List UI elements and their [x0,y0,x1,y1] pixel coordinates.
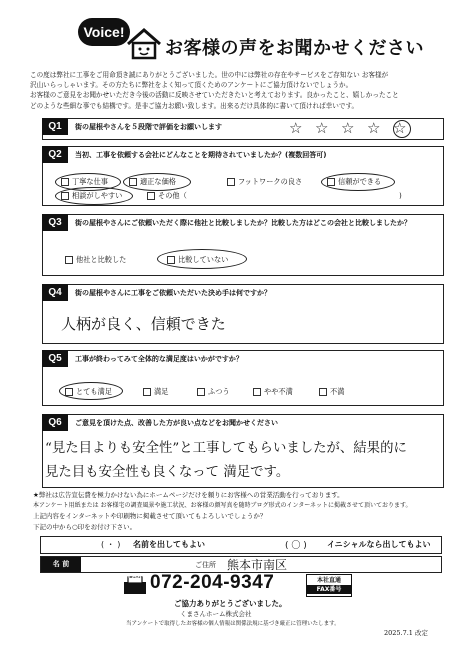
name-address-row [40,556,442,573]
option-label: 適正な価格 [140,177,176,186]
initial-consent-label: イニシャルなら出してもよい [327,540,431,549]
option-label: やや不満 [264,387,293,396]
option-label: フットワークの良さ [238,177,303,186]
question-text: 街の屋根やさんを５段階で評価をお願いします [75,123,222,131]
option-label: その他（ [158,191,187,200]
handwritten-answer-line: “見た目よりも安全性”と工事してもらいましたが、結果的に [45,441,407,456]
option-label: 相談がしやすい [72,191,123,200]
question-number: Q6 [42,414,68,431]
option-label: 他社と比較した [76,255,127,264]
fax-tag: FAX [128,573,142,580]
question-text: ご意見を頂けた点、改善した方が良い点などをお聞かせください [75,419,278,427]
option-label: 丁寧な仕事 [72,177,108,186]
question-number: Q3 [42,214,68,231]
question-3 [42,214,444,276]
name-field-label: 名 前 [41,557,81,572]
address-value[interactable]: 熊本市南区 [227,558,288,572]
option-label: ふつう [208,387,230,396]
option-other[interactable] [147,191,187,201]
rating-star-icon[interactable]: ☆ [289,119,303,137]
intro-line: 沢山いらっしゃいます。その方たちに弊社をよく知って頂くためのアンケートにご協力頂けないでしょうか。 [30,81,353,90]
checkbox-icon[interactable] [147,192,155,200]
option-label: 不満 [330,387,345,396]
question-4 [42,284,444,344]
notice-line: 本アンケート用紙または お客様宅の調査風景や施工状況、お客様の顔写真を随時ブログ形式のインターネットに掲載させて頂いております。 [33,501,412,509]
fax-direct-badge [306,574,352,597]
rating-star-icon[interactable]: ☆ [341,119,355,137]
rating-star-icon[interactable]: ☆ [367,119,381,137]
selection-circle [321,173,395,191]
handwritten-answer: 人柄が良く、信頼できた [61,315,226,333]
checkbox-icon[interactable] [319,388,327,396]
address-field-label: ご住所 [195,561,216,569]
option-label: 信頼ができる [338,177,382,186]
question-number: Q4 [42,284,68,301]
option-footwork[interactable] [227,177,302,187]
checkbox-icon[interactable] [65,256,73,264]
version-date: 2025.7.1 改定 [384,629,429,637]
handwritten-answer-line: 見た目も安全性も良くなって 満足です。 [45,465,290,480]
selection-circle [59,382,123,400]
checkbox-icon[interactable] [143,388,151,396]
thanks-message: ご協力ありがとうございました。 [174,599,287,608]
notice-line: ★弊社は広告宣伝費を極力かけない為にホームページだけを頼りにお客様への営業活動を行っております。 [33,491,344,499]
rating-star-icon[interactable]: ☆ [315,119,329,137]
notice-line: 上記内容をインターネットや印刷物に掲載させて頂いてもよろしいでしょうか？ [33,512,267,520]
selection-circle [393,120,411,138]
option-label: 比較していない [178,255,229,264]
company-name: くまさんホーム株式会社 [180,610,252,618]
question-text: 街の屋根やさんにご依頼いただく際に他社と比較しましたか？比較した方はどこの会社と比較しましたか？ [75,219,411,227]
checkbox-icon[interactable] [227,178,235,186]
question-number: Q5 [42,350,68,367]
question-1 [42,118,444,140]
question-text: 工事が終わってみて全体的な満足度はいかがですか？ [75,355,243,363]
initial-consent-mark[interactable]: ( 〇 ) [285,541,307,551]
intro-text [30,70,438,111]
question-text: 当初、工事を依頼する会社にどんなことを期待されていましたか？(複数回答可) [75,151,327,159]
option-somewhat-dissatisfied[interactable] [253,387,293,397]
notice-line: 下記の中から○印をお付け下さい。 [33,522,137,531]
house-logo-icon [124,26,164,60]
intro-line: この度は弊社に工事をご用命頂き誠にありがとうございました。世の中には弊社の存在やサービスをご存知ない お客様が [30,71,389,79]
question-text: 街の屋根やさんに工事をご依頼いただいた決め手は何ですか？ [75,289,271,297]
other-close-paren: ) [399,191,402,200]
question-5 [42,350,444,406]
rating-star-icon[interactable]: ☆ [393,119,407,137]
publication-notice [33,490,453,532]
question-2 [42,146,444,206]
name-consent-label: 名前を出してもよい [133,540,205,549]
checkbox-icon[interactable] [253,388,261,396]
selection-circle [55,187,133,205]
option-neutral[interactable] [197,387,230,397]
checkbox-icon[interactable] [197,388,205,396]
selection-circle [157,249,247,269]
option-compared[interactable] [65,255,126,265]
consent-row [40,536,442,554]
question-number: Q1 [42,118,68,135]
option-label: 満足 [154,387,169,396]
option-satisfied[interactable] [143,387,168,397]
selection-circle [123,173,191,191]
question-6 [42,414,444,488]
fax-number: 072-204-9347 [150,572,275,593]
option-dissatisfied[interactable] [319,387,344,397]
intro-line: お客様のご意見をお聞かせいただき今後の活動に反映させていただきたいと考えております。良かったこと、嬉しかったこと [30,91,399,100]
voice-badge: Voice! [78,18,130,46]
badge-line: 本社直通 [316,577,341,584]
page-title: お客様の声をお聞かせください [165,38,424,59]
question-number: Q2 [42,146,68,163]
badge-line: FAX番号 [307,585,351,594]
name-consent-mark[interactable]: ( ・ ) [101,540,121,549]
privacy-note: 当アンケートで取得したお客様の個人情報は関係法規に基づき厳正に管理いたします。 [126,621,340,627]
option-label: とても満足 [76,387,112,396]
intro-line: どのような些細な事でも結構です。是非ご協力お願い致します。出来るだけ具体的に書いて頂ければ幸いです。 [30,101,359,110]
